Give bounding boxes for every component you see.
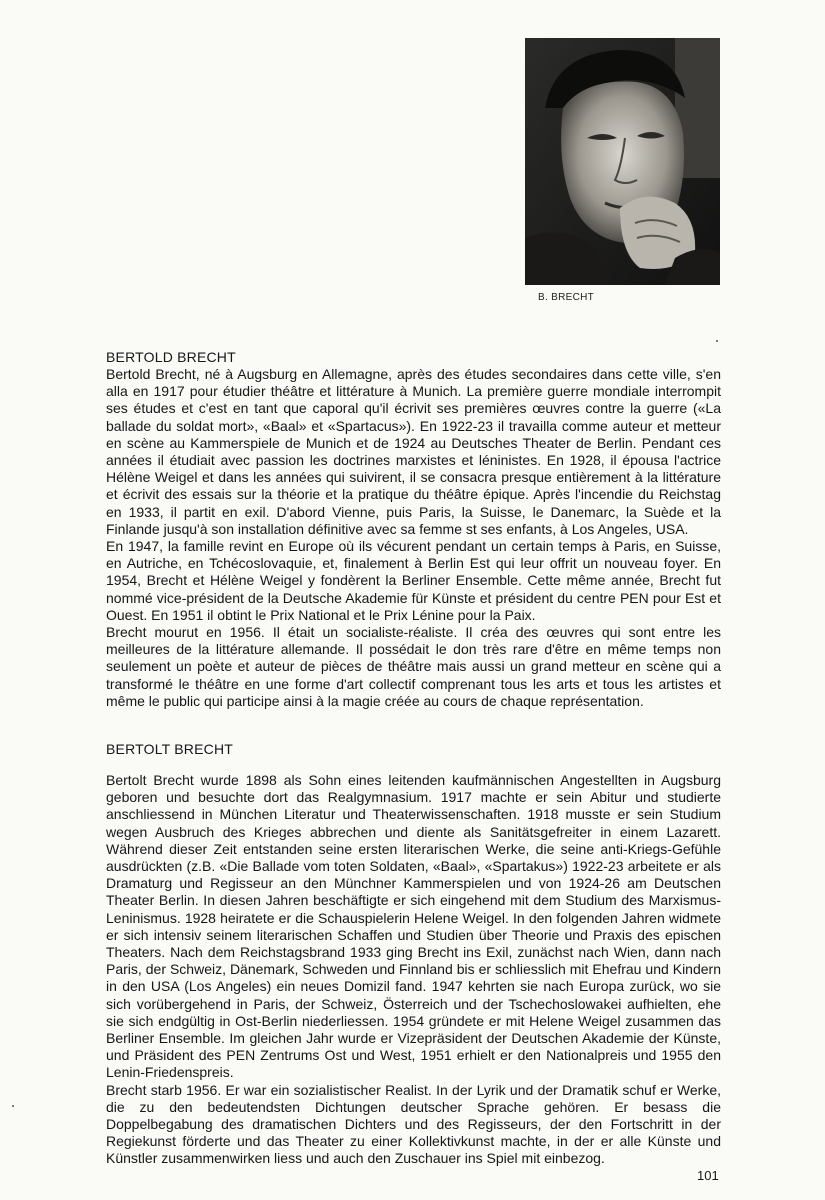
- french-biography: [106, 349, 721, 710]
- french-paragraph: Bertold Brecht, né à Augsburg en Allemagne, après des études secondaires dans cette ville, s'en alla en 1917 pour étudier théâtre et littérature à Munich. La première guerre mondiale interrompit ses études et c'est en tant que caporal qu'il écrivit ses premières œuvres contre la guerre («La ballade du soldat mort», «Baal» et «Spartacus»). En 1922-23 il travailla comme auteur et metteur en scène au Kammerspiele de Munich et de 1924 au Deutsches Theater de Berlin. Pendant ces années il étudiait avec passion les doctrines marxistes et léninistes. En 1928, il épousa l'actrice Hélène Weigel et dans les années qui suivirent, il se consacra presque entièrement à la littérature et écrivit des essais sur la théorie et la pratique du théâtre épique. Après l'incendie du Reichstag en 1933, il partit en exil. D'abord Vienne, puis Paris, la Suisse, le Danemarc, la Suède et la Finlande jusqu'à son installation définitive avec sa femme st ses enfants, à Los Angeles, USA.: [106, 366, 721, 537]
- german-paragraph: Bertolt Brecht wurde 1898 als Sohn eines leitenden kaufmännischen Angestellten in Augsburg geboren und besuchte dort das Realgymnasium. 1917 machte er sein Abitur und studierte anschliessend in München Literatur und Theaterwissenschaften. 1918 musste er sein Studium wegen Ausbruch des Krieges abbrechen und diente als Sanitätsgefreiter in einem Lazarett. Während dieser Zeit entstanden seine ersten literarischen Werke, die seine anti-Kriegs-Gefühle ausdrückten (z.B. «Die Ballade vom toten Soldaten, «Baal», «Spartakus») 1922-23 arbeitete er als Dramaturg und Regisseur an den Münchner Kammerspielen und von 1924-26 am Deutschen Theater Berlin. In diesen Jahren beschäftigte er sich eingehend mit dem Studium des Marxismus-Leninismus. 1928 heiratete er die Schauspielerin Helene Weigel. In den folgenden Jahren widmete er sich intensiv seinem literarischen Schaffen und Studien über Theorie und Praxis des epischen Theaters. Nach dem Reichstagsbrand 1933 ging Brecht ins Exil, zunächst nach Wien, dann nach Paris, der Schweiz, Dänemark, Schweden und Finnland bis er schliesslich mit Ehefrau und Kindern in den USA (Los Angeles) ein neues Domizil fand. 1947 kehrten sie nach Europa zurück, wo sie sich vorübergehend in Paris, der Schweiz, Österreich und der Tschechoslowakei aufhielten, ehe sie sich endgültig in Ost-Berlin niederliessen. 1954 gründete er mit Helene Weigel zusammen das Berliner Ensemble. Im gleichen Jahr wurde er Vizepräsident der Deutschen Akademie der Künste, und Präsident des PEN Zentrums Ost und West, 1951 erhielt er den Nationalpreis und 1955 den Lenin-Friedenspreis.: [106, 772, 721, 1081]
- page-number: 101: [697, 1168, 719, 1183]
- portrait-image: [525, 38, 720, 285]
- print-speck: [12, 1105, 14, 1107]
- german-paragraph: Brecht starb 1956. Er war ein sozialistischer Realist. In der Lyrik und der Dramatik schuf er Werke, die zu den bedeutendsten Dichtungen deutscher Sprache gehören. Er besass die Doppelbegabung des dramatischen Dichters und des Regisseurs, der den Fortschritt in der Regiekunst förderte und das Theater zu einer Kollektivkunst machte, in der er alle Künste und Künstler zusammenwirken liess und auch den Zuschauer ins Spiel mit einbezog.: [106, 1081, 721, 1167]
- german-body: [106, 772, 721, 1168]
- french-paragraph: En 1947, la famille revint en Europe où ils vécurent pendant un certain temps à Paris, en Suisse, en Autriche, en Tchécoslovaquie, et, finalement à Berlin Est qui leur offrit un nouveau foyer. En 1954, Brecht et Hélène Weigel y fondèrent la Berliner Ensemble. Cette même année, Brecht fut nommé vice-président de la Deutsche Akademie für Künste et président du centre PEN pour Est et Ouest. En 1951 il obtint le Prix National et le Prix Lénine pour la Paix.: [106, 538, 721, 623]
- french-body: [106, 366, 721, 710]
- french-paragraph: Brecht mourut en 1956. Il était un socialiste-réaliste. Il créa des œuvres qui sont entre les meilleures de la littérature allemande. Il possédait le don très rare d'être en même temps non seulement un poète et auteur de pièces de théâtre mais aussi un grand metteur en scène qui a transformé le théâtre en une forme d'art collectif comprenant tous les arts et tous les artistes et même le public qui participe ainsi à la magie créée au cours de chaque représentation.: [106, 624, 721, 709]
- photo-caption: B. BRECHT: [538, 292, 595, 303]
- french-heading: BERTOLD BRECHT: [106, 349, 236, 365]
- print-speck: [716, 340, 718, 342]
- german-heading: BERTOLT BRECHT: [106, 741, 234, 757]
- portrait-photo: [525, 38, 720, 285]
- german-biography: [106, 741, 721, 1168]
